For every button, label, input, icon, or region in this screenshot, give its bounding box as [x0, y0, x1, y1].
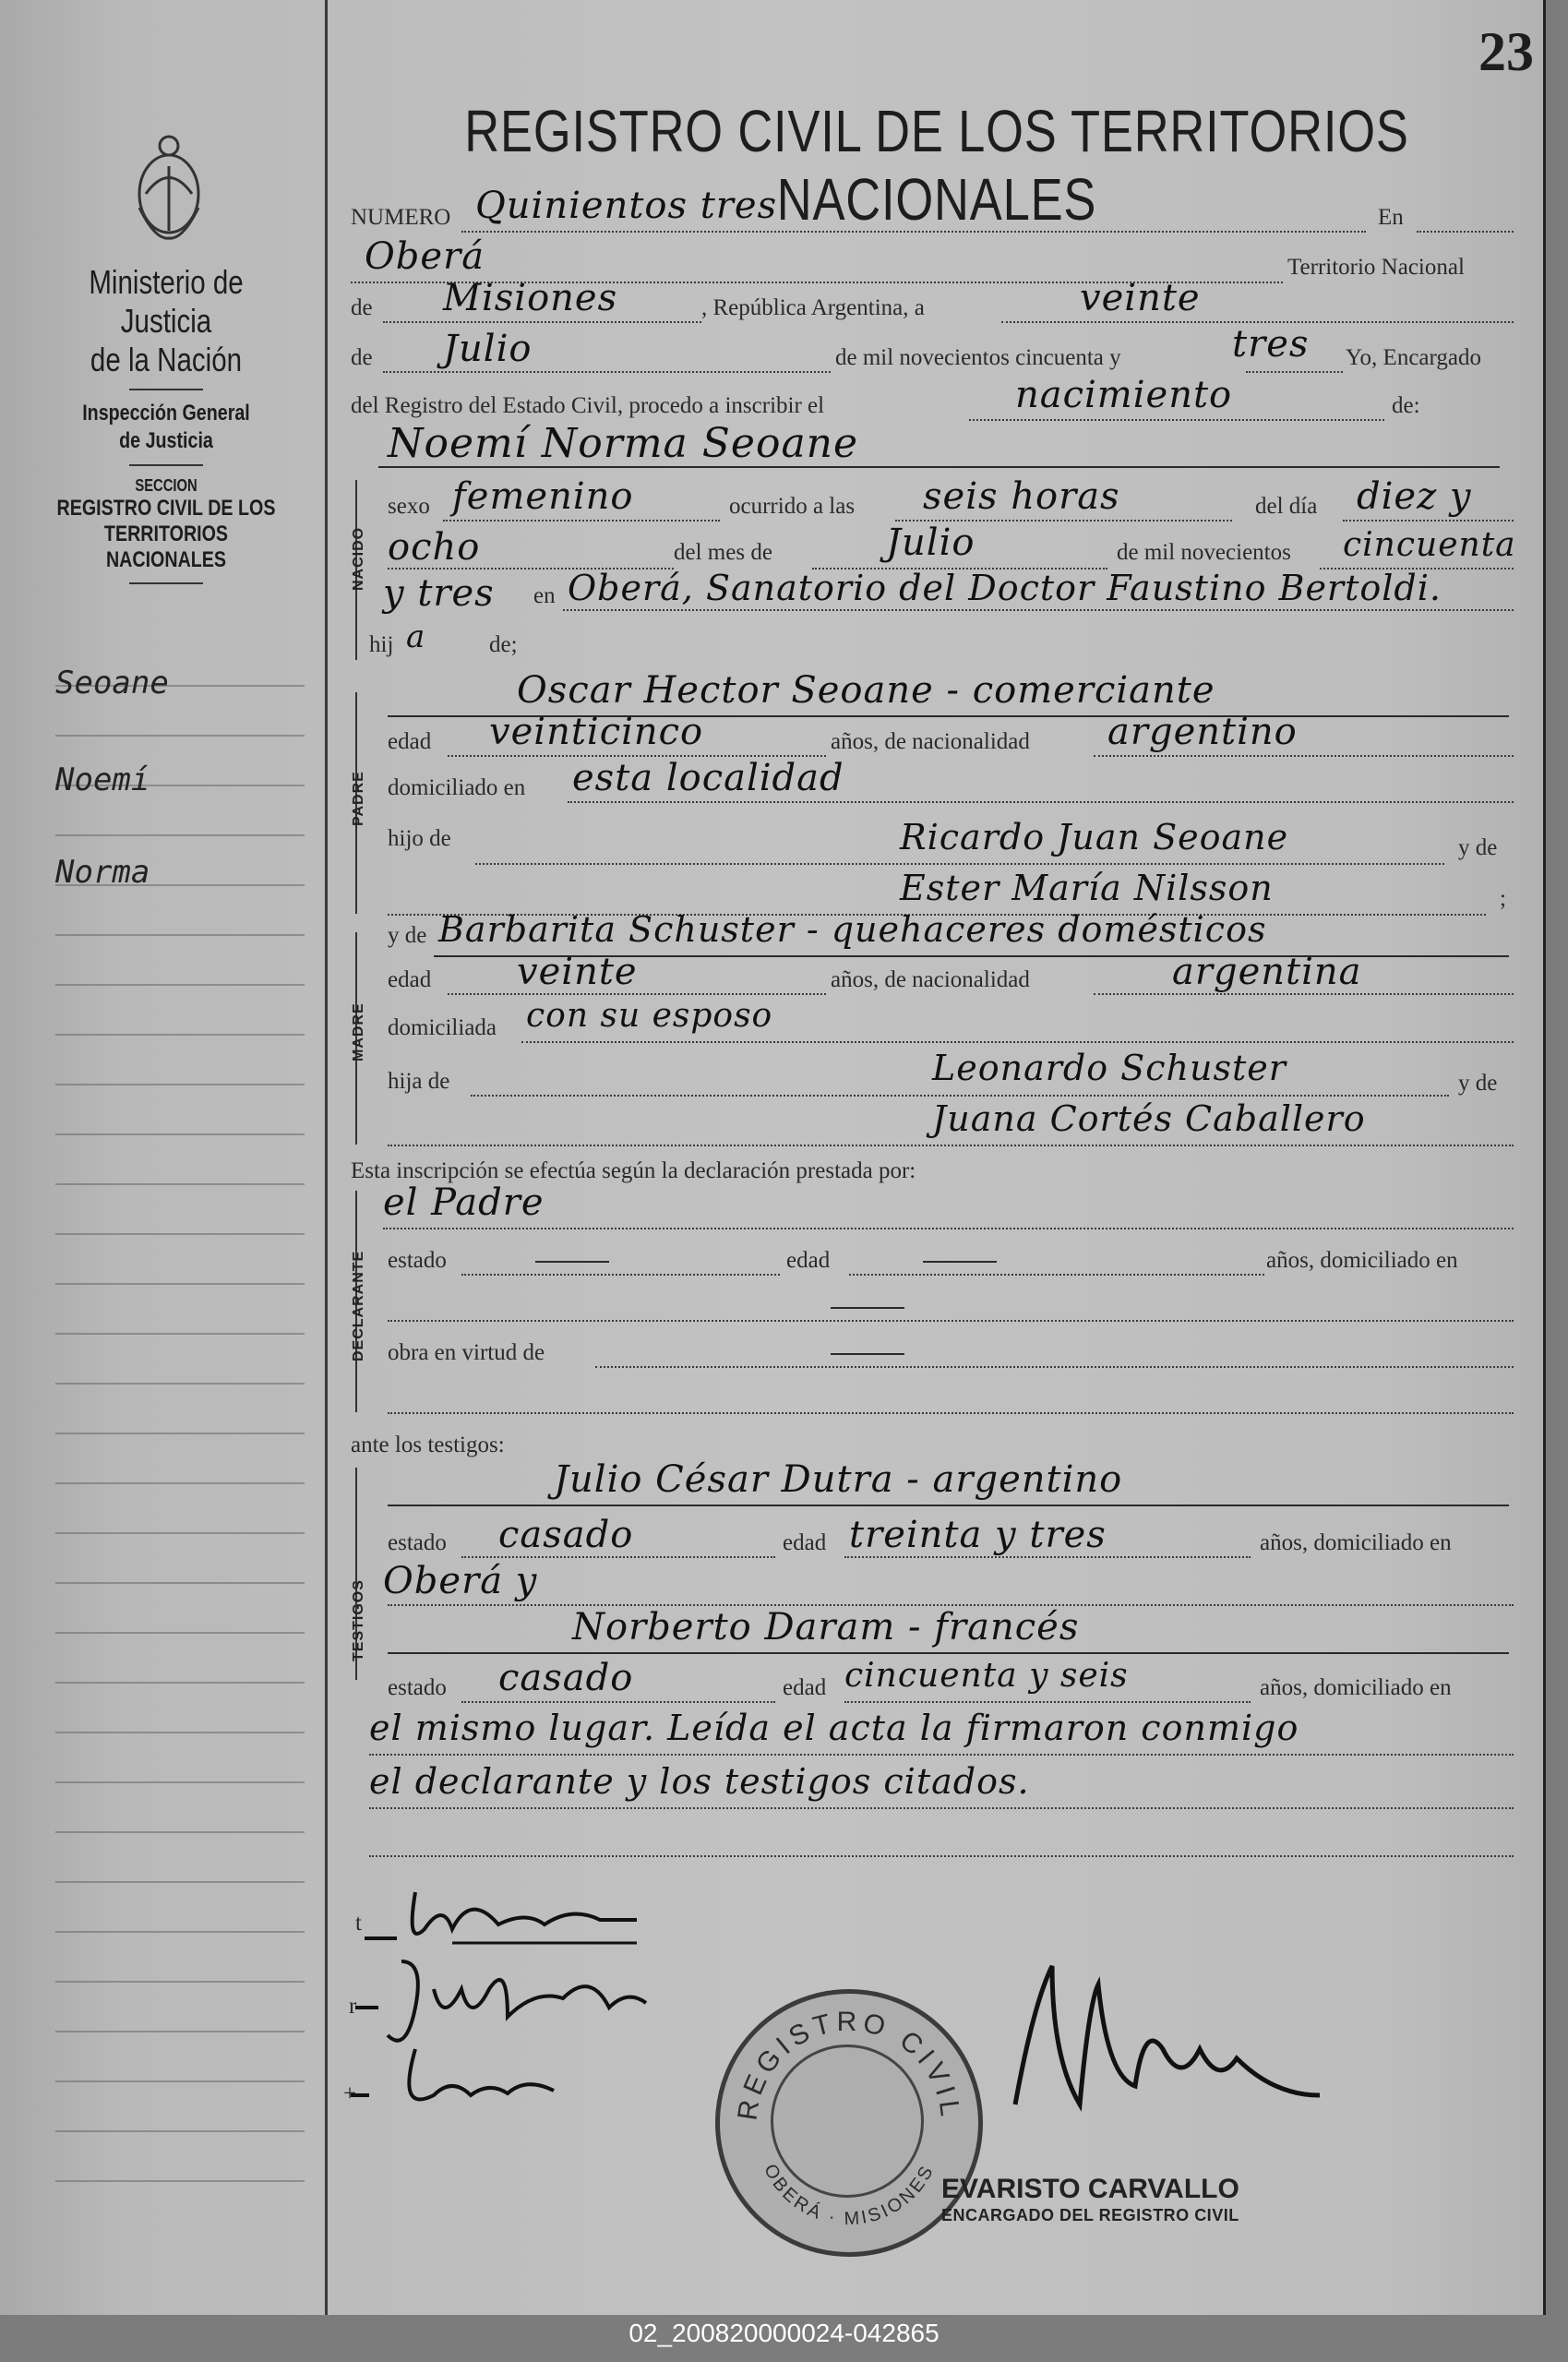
- fill-line: [1246, 371, 1343, 373]
- hijo-de-label: hijo de: [388, 826, 451, 851]
- fill-line: [448, 993, 826, 995]
- padre-value: Oscar Hector Seoane - comerciante: [517, 669, 1215, 712]
- page-title: REGISTRO CIVIL DE LOS TERRITORIOS NACIONALES: [464, 98, 1409, 233]
- anios-dom-label: años, domiciliado en: [1260, 1675, 1452, 1700]
- fill-line: [461, 1274, 780, 1276]
- del-dia-label: del día: [1255, 494, 1318, 519]
- de-mil-nov-label: de mil novecientos: [1117, 540, 1291, 565]
- fill-line: [383, 1228, 1514, 1229]
- lugar-nac-value: Oberá, Sanatorio del Doctor Faustino Bertoldi.: [568, 568, 1442, 608]
- dia-nac-2: ocho: [388, 526, 481, 569]
- domiciliada-label: domiciliada: [388, 1015, 497, 1040]
- section-label: SECCION: [135, 476, 197, 495]
- del-mes-label: del mes de: [674, 540, 772, 565]
- dash-mark: [535, 1261, 609, 1263]
- sexo-label: sexo: [388, 494, 430, 519]
- image-id-caption: 02_200820000024-042865: [628, 2319, 940, 2347]
- fill-line: [844, 1701, 1251, 1703]
- estado-label: estado: [388, 1248, 447, 1273]
- sidebar-panel: [0, 0, 328, 2315]
- cierre-line-2: el declarante y los testigos citados.: [369, 1761, 1030, 1802]
- testigo1-dom: Oberá y: [383, 1560, 538, 1602]
- testigos-label: ante los testigos:: [351, 1433, 505, 1457]
- y-de-madre-label: y de: [388, 923, 427, 948]
- ministry-heading: [18, 263, 314, 593]
- madre-edad-value: veinte: [517, 951, 638, 993]
- cierre-line-1: el mismo lugar. Leída el acta la firmaron conmigo: [369, 1708, 1299, 1748]
- acto-value: nacimiento: [1015, 374, 1233, 416]
- anio-nac-2: y tres: [383, 572, 495, 615]
- ministry-line-1: Ministerio de Justicia: [89, 263, 244, 340]
- ministry-line-2: de la Nación: [90, 341, 243, 378]
- numero-label: NUMERO: [351, 205, 451, 230]
- registry-line-2: TERRITORIOS NACIONALES: [103, 522, 229, 572]
- semicolon-label: ;: [1500, 886, 1506, 911]
- sexo-value: femenino: [452, 475, 634, 518]
- anios-dom-label: años, domiciliado en: [1260, 1530, 1452, 1555]
- margin-first-name: Noemí: [55, 761, 150, 798]
- divider: [129, 464, 203, 466]
- signature-testigo2: [341, 2031, 581, 2123]
- anio-nac-1: cincuenta: [1343, 526, 1516, 564]
- fill-line: [388, 1320, 1514, 1322]
- divider: [129, 389, 203, 390]
- territorio-value: Misiones: [443, 277, 618, 319]
- margin-second-name: Norma: [55, 854, 150, 891]
- page-number: 23: [1478, 21, 1534, 82]
- de-label: de: [351, 295, 373, 320]
- padre-nac-value: argentino: [1107, 711, 1298, 753]
- y-de-label: y de: [1458, 835, 1498, 860]
- inspection-line-2: de Justicia: [119, 428, 213, 453]
- en-label: en: [533, 583, 556, 608]
- fill-line: [849, 1274, 1264, 1276]
- y-de-label: y de: [1458, 1071, 1498, 1096]
- nombre-value: Noemí Norma Seoane: [388, 420, 859, 467]
- anios-nac-label: años, de nacionalidad: [831, 967, 1030, 992]
- lugar-value: Oberá: [365, 235, 485, 278]
- stamp-ring: [720, 1994, 978, 2252]
- fill-line: [461, 1701, 775, 1703]
- fill-line: [521, 1041, 1514, 1043]
- testigo1-estado: casado: [498, 1514, 634, 1556]
- madre-section-label: MADRE: [351, 1002, 366, 1061]
- divider: [129, 582, 203, 584]
- fill-line: [369, 1807, 1514, 1809]
- anio-value: tres: [1232, 323, 1310, 366]
- fill-line: [369, 1754, 1514, 1756]
- edad-label: edad: [388, 729, 432, 754]
- encargado-label: Yo, Encargado: [1346, 345, 1481, 370]
- signature-encargado: [997, 1948, 1329, 2132]
- ocurrido-label: ocurrido a las: [729, 494, 856, 519]
- signature-padre: [360, 1874, 655, 1957]
- stamp-bottom-text: OBERÁ · MISIONES: [760, 2161, 939, 2230]
- declarante-value: el Padre: [383, 1181, 545, 1224]
- officer-role: ENCARGADO DEL REGISTRO CIVIL: [941, 2206, 1239, 2224]
- hij-label: hij: [369, 632, 394, 657]
- padre-edad-value: veinticinco: [489, 711, 704, 753]
- edad-label: edad: [783, 1675, 827, 1700]
- fill-line: [563, 609, 1514, 611]
- registro-label: del Registro del Estado Civil, procedo a inscribir el: [351, 393, 825, 418]
- fill-line: [443, 520, 720, 522]
- estado-label: estado: [388, 1530, 447, 1555]
- testigo2-value: Norberto Daram - francés: [572, 1606, 1080, 1649]
- signature-mark: r: [349, 1994, 357, 2019]
- fill-line: [568, 801, 1514, 803]
- dash-mark: [923, 1261, 997, 1263]
- fill-line: [1094, 755, 1514, 757]
- mes-value: Julio: [443, 328, 533, 370]
- coat-of-arms-icon: [127, 129, 210, 249]
- anios-nac-label: años, de nacionalidad: [831, 729, 1030, 754]
- numero-value: Quinientos tres: [475, 185, 778, 227]
- edad-label: edad: [786, 1248, 831, 1273]
- testigos-section-label: TESTIGOS: [351, 1579, 366, 1661]
- fill-line: [1343, 520, 1514, 522]
- hora-value: seis horas: [923, 475, 1120, 518]
- testigo2-estado: casado: [498, 1657, 634, 1699]
- madre-value: Barbarita Schuster - quehaceres domésticos: [438, 909, 1267, 950]
- stamp-top-text: REGISTRO CIVIL: [732, 2007, 966, 2123]
- fill-line: [1094, 993, 1514, 995]
- fill-line: [369, 1855, 1514, 1857]
- svg-text:REGISTRO CIVIL: [732, 2007, 965, 2122]
- hija-de-label: hija de: [388, 1069, 450, 1094]
- dash-mark: [831, 1353, 904, 1355]
- territorio-label: Territorio Nacional: [1287, 255, 1465, 280]
- testigo2-line: [388, 1652, 1509, 1654]
- fill-line: [383, 371, 831, 373]
- dia-nac-1: diez y: [1357, 475, 1472, 518]
- fill-line: [1417, 231, 1514, 233]
- edad-label: edad: [388, 967, 432, 992]
- fill-line: [844, 1556, 1251, 1558]
- padre-dom-value: esta localidad: [572, 757, 844, 799]
- svg-text:OBERÁ · MISIONES: [760, 2161, 939, 2229]
- edad-label: edad: [783, 1530, 827, 1555]
- de-colon-label: de:: [1392, 393, 1420, 418]
- fill-line: [388, 1412, 1514, 1414]
- declarante-section-label: DECLARANTE: [351, 1250, 366, 1361]
- abuelo-p-value: Ricardo Juan Seoane: [900, 817, 1289, 857]
- de-label: de: [351, 345, 373, 370]
- testigo2-edad: cincuenta y seis: [844, 1657, 1129, 1695]
- madre-dom-value: con su esposo: [526, 997, 773, 1035]
- inscripcion-label: Esta inscripción se efectúa según la declaración prestada por:: [351, 1158, 916, 1183]
- dash-mark: [831, 1307, 904, 1309]
- testigo1-edad: treinta y tres: [849, 1514, 1107, 1556]
- abuela-m-value: Juana Cortés Caballero: [932, 1098, 1366, 1139]
- fill-line: [595, 1366, 1514, 1368]
- hij-suffix: a: [406, 618, 426, 655]
- anios-dom-label: años, domiciliado en: [1266, 1248, 1458, 1273]
- fill-line: [383, 321, 701, 323]
- testigo1-line: [388, 1505, 1509, 1506]
- officer-name: EVARISTO CARVALLO: [941, 2174, 1239, 2204]
- mes-nac-value: Julio: [886, 522, 976, 564]
- fill-line: [388, 1145, 1514, 1146]
- signature-mark: +: [343, 2081, 357, 2106]
- fill-line: [969, 419, 1384, 421]
- de-semi-label: de;: [489, 632, 518, 657]
- registry-line-1: REGISTRO CIVIL DE LOS: [56, 496, 276, 521]
- abuelo-m-value: Leonardo Schuster: [932, 1048, 1287, 1088]
- margin-surname: Seoane: [55, 665, 169, 701]
- abuela-p-value: Ester María Nilsson: [900, 868, 1274, 908]
- fill-line: [475, 863, 1444, 865]
- madre-nac-value: argentina: [1172, 951, 1362, 993]
- testigo1-value: Julio César Dutra - argentino: [554, 1458, 1123, 1501]
- inspection-line-1: Inspección General: [82, 401, 250, 426]
- republica-label: , República Argentina, a: [701, 295, 925, 320]
- fill-line: [471, 1095, 1449, 1097]
- fill-line: [461, 1556, 775, 1558]
- padre-section-label: PADRE: [351, 771, 366, 826]
- de-mil-label: de mil novecientos cincuenta y: [835, 345, 1121, 370]
- signature-mark: t: [355, 1911, 362, 1936]
- domiciliado-label: domiciliado en: [388, 775, 526, 800]
- dia-value: veinte: [1080, 277, 1201, 319]
- fill-line: [461, 231, 1366, 233]
- obra-label: obra en virtud de: [388, 1340, 545, 1365]
- nacido-section-label: NACIDO: [351, 526, 366, 591]
- estado-label: estado: [388, 1675, 447, 1700]
- en-label: En: [1378, 205, 1404, 230]
